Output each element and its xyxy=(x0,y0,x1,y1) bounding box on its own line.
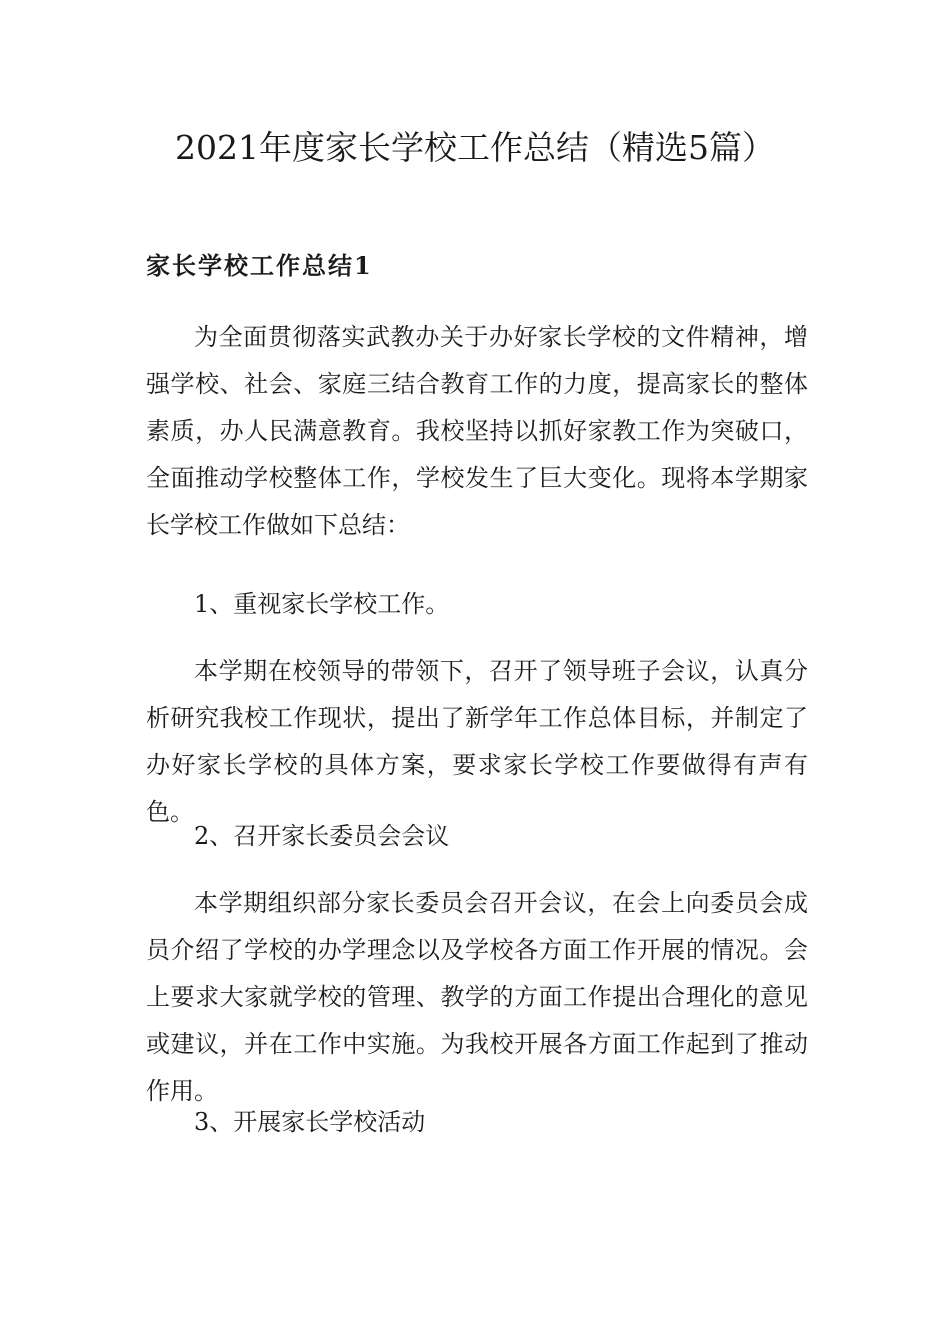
document-title: 2021年度家长学校工作总结（精选5篇） xyxy=(175,128,775,167)
paragraph-intro: 为全面贯彻落实武教办关于办好家长学校的文件精神，增强学校、社会、家庭三结合教育工作的力度，提高家长的整体素质，办人民满意教育。我校坚持以抓好家教工作为突破口，全面推动学校整体工作，学校发生了巨大变化。现将本学期家长学校工作做如下总结： xyxy=(146,323,808,539)
paragraph-item-1: 本学期在校领导的带领下，召开了领导班子会议，认真分析研究我校工作现状，提出了新学年工作总体目标，并制定了办好家长学校的具体方案，要求家长学校工作要做得有声有色。 xyxy=(146,657,808,826)
heading-item-3: 3、开展家长学校活动 xyxy=(194,1108,426,1136)
heading-item-1: 1、重视家长学校工作。 xyxy=(194,590,450,618)
section-title: 家长学校工作总结1 xyxy=(146,251,373,280)
heading-item-2: 2、召开家长委员会会议 xyxy=(194,822,450,850)
paragraph-item-2: 本学期组织部分家长委员会召开会议，在会上向委员会成员介绍了学校的办学理念以及学校各方面工作开展的情况。会上要求大家就学校的管理、教学的方面工作提出合理化的意见或建议，并在工作中实施。为我校开展各方面工作起到了推动作用。 xyxy=(146,889,808,1105)
